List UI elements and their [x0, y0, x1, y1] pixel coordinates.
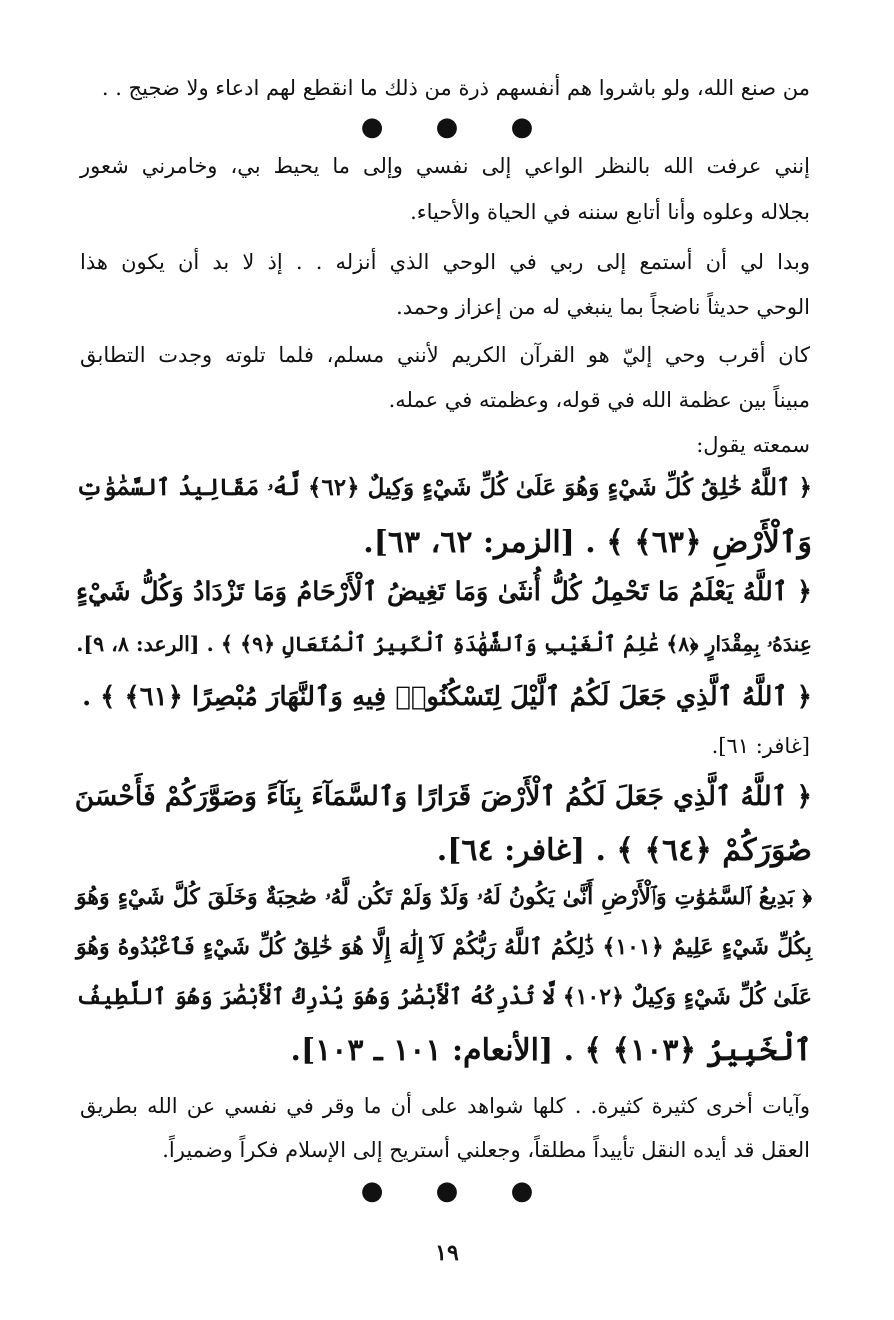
quran-verse-line: ﴿ بَدِيعُ ٱلسَّمَٰوَٰتِ وَٱلْأَرْضِ أَنَّىٰ يَكُونُ لَهُۥ وَلَدٌ وَلَمْ تَكُن لَّهُۥ صَٰحِبَةٌ وَخَلَقَ كُلَّ شَيْءٍ وَهُوَ: [76, 884, 812, 910]
quran-verse-line: بِكُلِّ شَيْءٍ عَلِيمٌ ﴿١٠١﴾ ذَٰلِكُمُ ٱللَّهُ رَبُّكُمْ لَآ إِلَٰهَ إِلَّا هُوَ خَٰلِقُ كُلِّ شَيْءٍ فَٱعْبُدُوهُ وَهُوَ: [76, 934, 813, 960]
text-line: إنني عرفت الله بالنظر الواعي إلى نفسي وإلى ما يحيط بي، وخامرني شعور: [80, 154, 810, 178]
quran-verse-line: ﴿ ٱللَّهُ خَٰلِقُ كُلِّ شَيْءٍ وَهُوَ عَلَىٰ كُلِّ شَيْءٍ وَكِيلٌ ﴿٦٢﴾ لَّهُۥ مَقَالِيدُ ٱلسَّمَٰوَٰتِ: [76, 474, 813, 501]
text-line: بجلاله وعلوه وأنا أتابع سننه في الحياة والأحياء.: [410, 200, 810, 224]
text-line: وآيات أخرى كثيرة كثيرة. . كلها شواهد على أن ما وقر في نفسي عن الله بطريق: [80, 1094, 810, 1118]
quran-verse-line: وَٱلْأَرْضِ ﴿٦٣﴾ ﴾ . [الزمر: ٦٢، ٦٣].: [363, 525, 812, 560]
text-line: كان أقرب وحي إليّ هو القرآن الكريم لأنني مسلم، فلما تلوته وجدت التطابق: [80, 343, 810, 367]
quran-verse-line: عَلَىٰ كُلِّ شَيْءٍ وَكِيلٌ ﴿١٠٢﴾ لَّا تُدْرِكُهُ ٱلْأَبْصَٰرُ وَهُوَ يُدْرِكُ ٱلْأَبْصَٰرَ وَهُوَ ٱللَّطِيفُ: [76, 984, 813, 1010]
quran-verse-line: ﴿ ٱللَّهُ يَعْلَمُ مَا تَحْمِلُ كُلُّ أُنثَىٰ وَمَا تَغِيضُ ٱلْأَرْحَامُ وَمَا تَزْدَادُ وَكُلُّ شَيْءٍ: [76, 577, 812, 607]
text-line: مبيناً بين عظمة الله في قوله، وعظمته في عمله.: [388, 388, 810, 412]
quran-verse-line: ﴿ ٱللَّهُ ٱلَّذِي جَعَلَ لَكُمُ ٱلْأَرْضَ قَرَارًا وَٱلسَّمَآءَ بِنَآءً وَصَوَّرَكُمْ فَأَحْسَنَ: [74, 781, 812, 812]
text-line: الوحي حديثاً ناضجاً بما ينبغي له من إعزاز وحمد.: [396, 295, 810, 319]
text-line: من صنع الله، ولو باشروا هم أنفسهم ذرة من ذلك ما انقطع لهم ادعاء ولا ضجيج . .: [101, 76, 810, 100]
section-separator: ● ● ●: [360, 1176, 556, 1206]
text-line: العقل قد أيده النقل تأييداً مطلقاً، وجعلني أستريح إلى الإسلام فكراً وضميراً.: [162, 1138, 810, 1162]
verse-reference: [غافر: ٦١].: [711, 734, 810, 758]
section-separator: ● ● ●: [360, 112, 556, 142]
quran-verse-line: ٱلْخَبِيرُ ﴿١٠٣﴾ ﴾ . [الأنعام: ١٠١ ـ ١٠٣].: [290, 1033, 812, 1068]
quran-verse-line: عِندَهُۥ بِمِقْدَارٍ ﴿٨﴾ عَٰلِمُ ٱلْغَيْبِ وَٱلشَّهَٰدَةِ ٱلْكَبِيرُ ٱلْمُتَعَالِ ﴿٩﴾ ﴾ . [الرعد: ٨، ٩].: [76, 632, 812, 656]
quran-verse-line: صُوَرَكُمْ ﴿٦٤﴾ ﴾ . [غافر: ٦٤].: [436, 833, 812, 868]
quran-verse-line: ﴿ ٱللَّهُ ٱلَّذِي جَعَلَ لَكُمُ ٱلَّيْلَ لِتَسْكُنُوا۟ فِيهِ وَٱلنَّهَارَ مُبْصِرًا ﴿٦١﴾ ﴾ .: [82, 682, 812, 712]
text-line: وبدا لي أن أستمع إلى ربي في الوحي الذي أنزله . . إذ لا بد أن يكون هذا: [80, 250, 810, 274]
page-number: ١٩: [435, 1240, 459, 1266]
text-line: سمعته يقول:: [696, 433, 810, 457]
